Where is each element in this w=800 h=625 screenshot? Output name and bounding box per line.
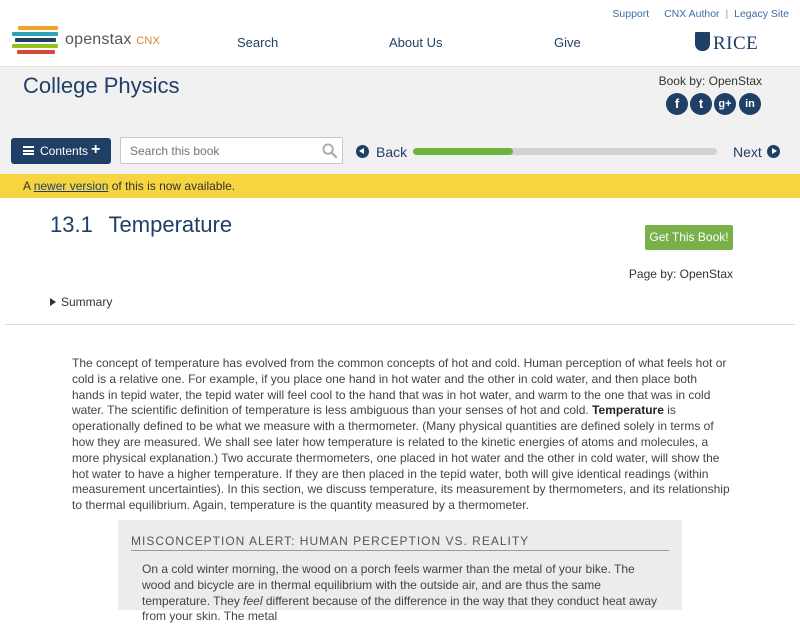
book-toolbar (0, 130, 800, 174)
logo-stripe (12, 44, 58, 48)
utility-links (612, 8, 789, 20)
back-arrow-icon[interactable] (356, 145, 369, 158)
divider (5, 324, 795, 325)
section-title: Temperature (108, 212, 233, 237)
rice-shield-icon (695, 32, 710, 51)
get-this-book-button[interactable]: Get This Book! (645, 225, 733, 250)
reading-progress-bar (413, 148, 717, 155)
rice-logo[interactable] (695, 32, 759, 54)
divider (131, 550, 669, 551)
search-input[interactable] (120, 137, 343, 164)
page-author: Page by: OpenStax (628, 267, 733, 281)
summary-toggle[interactable] (50, 295, 112, 309)
misconception-alert (118, 520, 682, 624)
contents-label: Contents (40, 144, 89, 158)
book-title-band (0, 66, 800, 130)
contents-button[interactable] (11, 138, 111, 164)
plus-icon: + (91, 141, 101, 158)
rice-wordmark: RICE (713, 33, 759, 54)
nav-give[interactable]: Give (554, 35, 581, 50)
brand-suffix: CNX (136, 35, 161, 47)
list-icon (23, 146, 34, 155)
facebook-icon[interactable]: f (666, 93, 688, 115)
notice-suffix: of this is now available. (111, 179, 236, 193)
page-title (50, 212, 232, 238)
alert-text-part: different because of the difference in the way that they conduct heat away from your skin. The metal (142, 593, 658, 624)
next-link[interactable]: Next (733, 144, 762, 160)
section-number: 13.1 (50, 212, 93, 237)
logo-stripe (12, 32, 58, 36)
divider: | (725, 8, 729, 20)
progress-fill (413, 148, 513, 155)
logo-stripes-icon (12, 26, 60, 54)
paragraph-text: is operationally defined to be what we measure with a thermometer. (Many physical quantities are defined solely in terms of how they are measured. We shall see later how temperature is related to the kinetic energies of atoms and molecules, a more physical explanation.) Two accurate thermometers, one placed in hot water and the other in cold water, will show the hot water to have a higher temperature. If they are then placed in the tepid water, both will give identical readings (within measurement uncertainties). In this section, we discuss temperature, its measurement by thermometers, and its relationship to thermal equilibrium. Again, temperature is the quantity measured by a thermometer. (72, 403, 730, 513)
alert-text-part: On a cold winter morning, the wood on a porch feels warmer than the metal of your bike. The wood and bicycle are in thermal equilibrium with the outside air, and are thus the same temperature. They (142, 562, 635, 608)
search-icon[interactable] (322, 143, 337, 158)
newer-version-link[interactable]: newer version (33, 179, 109, 193)
intro-paragraph (72, 356, 732, 514)
openstax-cnx-logo[interactable] (12, 26, 172, 56)
paragraph-text: The concept of temperature has evolved from the common concepts of hot and cold. Human perception of what feels hot or cold is a relative one. For example, if you place one hand in hot water and the other in cold water, and then place both hands in tepid water, the tepid water will feel cool to the hand that was in hot water, and warm to the one that was in cold water. The scientific definition of temperature is less ambiguous than your senses of hot and cold. (72, 356, 727, 418)
nav-about-us[interactable]: About Us (389, 35, 443, 50)
linkedin-icon[interactable]: in (739, 93, 761, 115)
glossary-term: Temperature (592, 403, 664, 418)
back-link[interactable]: Back (376, 144, 408, 160)
brand-name (65, 31, 160, 49)
book-title[interactable]: College Physics (23, 73, 180, 98)
summary-label: Summary (61, 295, 113, 309)
notice-prefix: A (23, 179, 31, 193)
legacy-site-link[interactable]: Legacy Site (734, 8, 789, 20)
logo-stripe (15, 38, 56, 42)
book-author: Book by: OpenStax (658, 74, 762, 88)
support-link[interactable]: Support (612, 8, 650, 20)
caret-right-icon (50, 298, 56, 306)
cnx-author-link[interactable]: CNX Author (664, 8, 720, 20)
logo-stripe (18, 26, 58, 30)
alert-title: MISCONCEPTION ALERT: HUMAN PERCEPTION VS. REALITY (131, 534, 530, 548)
site-header (0, 0, 800, 66)
brand-wordmark: openstax (65, 31, 132, 48)
newer-version-notice (0, 174, 800, 198)
logo-stripe (17, 50, 55, 54)
next-arrow-icon[interactable] (767, 145, 780, 158)
google-plus-icon[interactable]: g+ (714, 93, 736, 115)
alert-text (142, 562, 662, 625)
twitter-icon[interactable]: t (690, 93, 712, 115)
emphasis-text: feel (243, 593, 263, 608)
nav-search[interactable]: Search (237, 35, 279, 50)
